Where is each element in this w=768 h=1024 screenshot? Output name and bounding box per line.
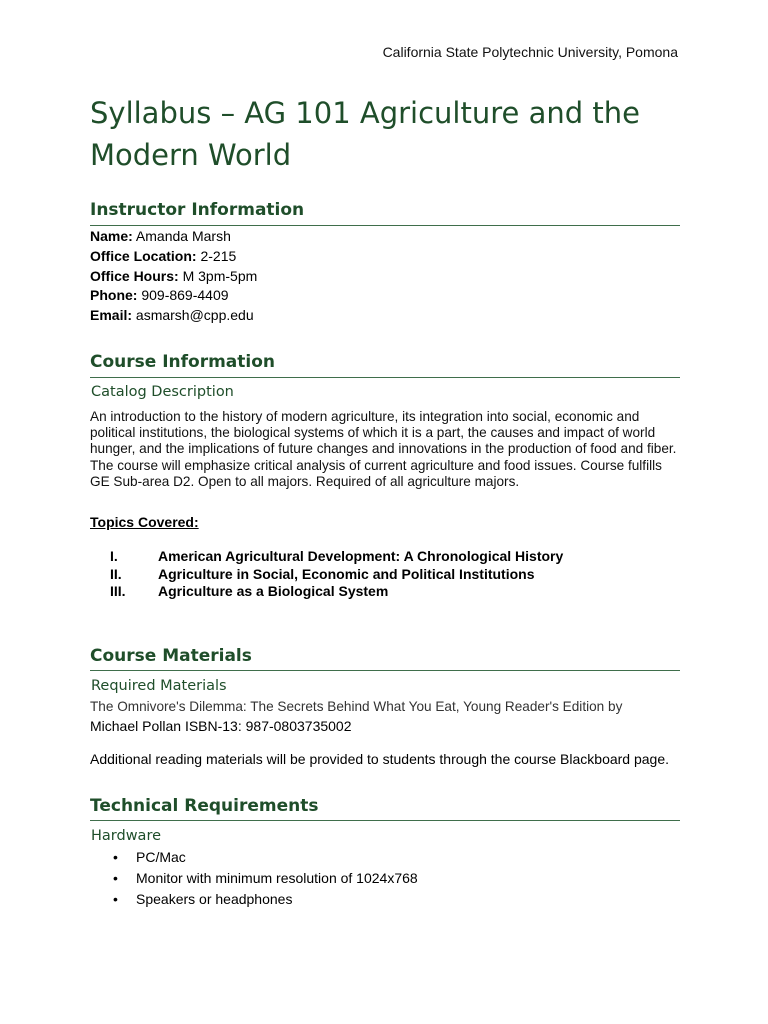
technical-requirements-heading: Technical Requirements xyxy=(90,796,319,816)
instructor-email xyxy=(90,305,254,325)
course-materials-heading: Course Materials xyxy=(90,646,252,666)
course-info-heading: Course Information xyxy=(90,352,276,372)
topic-number: II. xyxy=(110,566,122,582)
field-value: Amanda Marsh xyxy=(135,228,231,244)
field-label: Phone: xyxy=(90,287,138,303)
catalog-description-subheading: Catalog Description xyxy=(91,384,234,400)
hardware-subheading: Hardware xyxy=(91,828,162,844)
topic-text: Agriculture in Social, Economic and Political Institutions xyxy=(158,566,535,582)
page-title-line-1: Syllabus – AG 101 Agriculture and the xyxy=(90,96,640,130)
instructor-heading: Instructor Information xyxy=(90,200,305,220)
page-title-line-2: Modern World xyxy=(90,138,292,172)
list-item-text: Speakers or headphones xyxy=(136,891,293,907)
page-title xyxy=(90,92,690,176)
book-title-line: The Omnivore's Dilemma: The Secrets Behind What You Eat, Young Reader's Edition by xyxy=(90,699,623,714)
topic-item xyxy=(110,547,670,565)
topic-item xyxy=(110,582,670,600)
bullet-icon: • xyxy=(113,870,118,886)
hardware-list-item xyxy=(113,868,513,888)
course-materials-rule xyxy=(90,670,680,671)
book-isbn-line: Michael Pollan ISBN-13: 987-0803735002 xyxy=(90,718,352,734)
field-label: Office Location: xyxy=(90,248,197,264)
course-info-rule xyxy=(90,377,680,378)
institution-header: California State Polytechnic University, Pomona xyxy=(382,44,678,60)
topics-covered-heading: Topics Covered: xyxy=(90,514,199,530)
list-item-text: Monitor with minimum resolution of 1024x768 xyxy=(136,870,418,886)
topic-item xyxy=(110,565,670,583)
field-value: M 3pm-5pm xyxy=(182,268,258,284)
catalog-description-text: An introduction to the history of modern agriculture, its integration into social, economic and political institutions, the biological systems of which it is a part, the causes and impact of world hunger, and the implications of future changes and innovations in the production of food and fiber. The course will emphasize critical analysis of current agriculture and food issues. Course fulfills GE Sub-area D2. Open to all majors. Required of all agriculture majors. xyxy=(90,409,677,489)
instructor-name xyxy=(90,226,231,246)
field-label: Name: xyxy=(90,228,133,244)
additional-materials-note: Additional reading materials will be provided to students through the course Blackboard page. xyxy=(90,751,670,767)
hardware-list-item xyxy=(113,889,513,909)
technical-requirements-rule xyxy=(90,820,680,821)
topic-text: Agriculture as a Biological System xyxy=(158,583,389,599)
field-value: 2-215 xyxy=(200,248,237,264)
bullet-icon: • xyxy=(113,849,118,865)
topic-number: III. xyxy=(110,583,126,599)
topic-number: I. xyxy=(110,548,118,564)
field-label: Email: xyxy=(90,307,133,323)
topic-text: American Agricultural Development: A Chronological History xyxy=(158,548,564,564)
list-item-text: PC/Mac xyxy=(136,849,186,865)
hardware-list-item xyxy=(113,847,513,867)
instructor-phone xyxy=(90,285,229,305)
bullet-icon: • xyxy=(113,891,118,907)
field-value: 909-869-4409 xyxy=(141,287,229,303)
email-value[interactable]: asmarsh@cpp.edu xyxy=(135,307,254,323)
field-label: Office Hours: xyxy=(90,268,179,284)
instructor-office-location xyxy=(90,246,236,266)
instructor-office-hours xyxy=(90,266,257,286)
required-materials-subheading: Required Materials xyxy=(91,678,227,694)
